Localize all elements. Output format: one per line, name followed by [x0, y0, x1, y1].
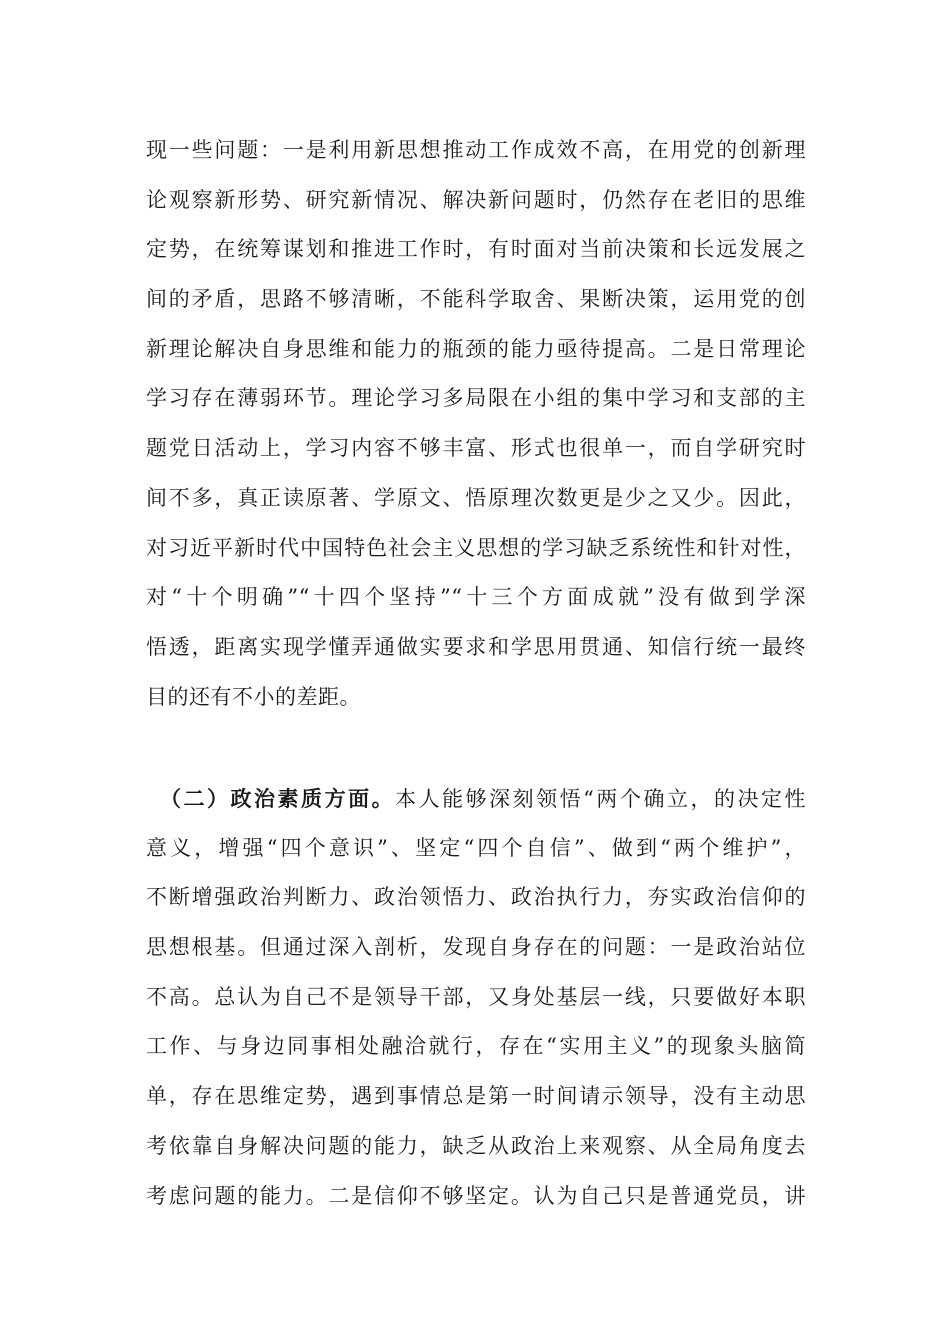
text-line: 现一些问题：一是利用新思想推动工作成效不高，在用党的创新理 [146, 138, 806, 162]
text-line: 工作、与身边同事相处融洽就行，存在“实用主义”的现象头脑简 [146, 1034, 806, 1059]
text-line: 考依靠自身解决问题的能力，缺乏从政治上来观察、从全局角度去 [146, 1133, 806, 1158]
text-line: 意义，增强“四个意识”、坚定“四个自信”、做到“两个维护”， [146, 835, 806, 860]
paragraph-political-quality [146, 774, 806, 1221]
text-line: 不断增强政治判断力、政治领悟力、政治执行力，夯实政治信仰的 [146, 885, 806, 910]
text-line: 思想根基。但通过深入剖析，发现自身存在的问题：一是政治站位 [146, 935, 806, 960]
text-line: 考虑问题的能力。二是信仰不够坚定。认为自己只是普通党员，讲 [146, 1183, 806, 1208]
text-line: 定势，在统筹谋划和推进工作时，有时面对当前决策和长远发展之 [146, 237, 806, 262]
text-line: 新理论解决自身思维和能力的瓶颈的能力亟待提高。二是日常理论 [146, 336, 806, 361]
text-span: 本人能够深刻领悟“两个确立，的决定性 [395, 787, 807, 811]
paragraph-theory-study [146, 126, 806, 722]
text-line: 对习近平新时代中国特色社会主义思想的学习缺乏系统性和针对性， [146, 535, 806, 560]
text-line: 学习存在薄弱环节。理论学习多局限在小组的集中学习和支部的主 [146, 386, 806, 411]
text-line: 不高。总认为自己不是领导干部，又身处基层一线，只要做好本职 [146, 984, 806, 1009]
text-line: 题党日活动上，学习内容不够丰富、形式也很单一，而自学研究时 [146, 436, 806, 461]
text-line: 对“十个明确”“十四个坚持”“十三个方面成就”没有做到学深 [146, 585, 806, 610]
text-line: 目的还有不小的差距。 [146, 684, 361, 709]
text-line: 间不多，真正读原著、学原文、悟原理次数更是少之又少。因此， [146, 485, 806, 510]
text-line: 单，存在思维定势，遇到事情总是第一时间请示领导，没有主动思 [146, 1084, 806, 1109]
text-line: 悟透，距离实现学懂弄通做实要求和学思用贯通、知信行统一最终 [146, 634, 806, 659]
text-line: 间的矛盾，思路不够清晰，不能科学取舍、果断决策，运用党的创 [146, 287, 806, 312]
text-line-first [146, 774, 806, 824]
text-line: 论观察新形势、研究新情况、解决新问题时，仍然存在老旧的思维 [146, 187, 806, 212]
section-heading: （二）政治素质方面。 [160, 786, 396, 811]
